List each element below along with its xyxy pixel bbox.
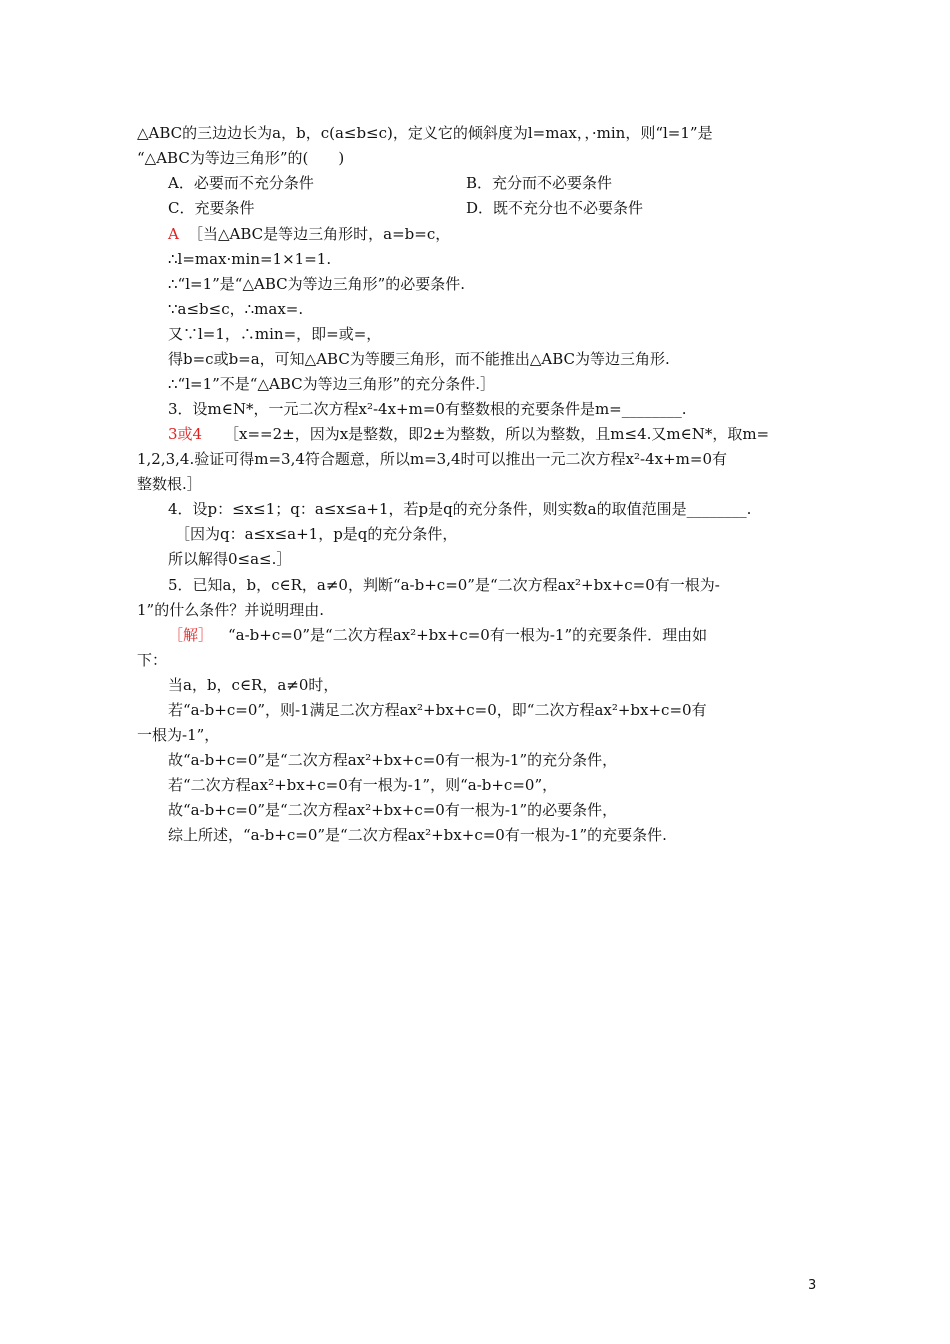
problem4-solution-line: 所以解得0≤a≤.］: [168, 550, 292, 568]
solution-tag: ［解］: [168, 626, 214, 644]
problem5-stem-line2: 1”的什么条件？并说明理由.: [137, 601, 324, 619]
problem5-solution-line: 一根为-1”，: [137, 726, 220, 744]
option-c: C．充要条件: [168, 199, 255, 217]
problem5-solution-line: 综上所述，“a-b+c=0”是“二次方程ax²+bx+c=0有一根为-1”的充要条件.: [168, 826, 667, 844]
problem3-solution-line: ［x==2±，因为x是整数，即2±为整数，所以为整数，且m≤4.又m∈N*，取m=: [224, 425, 770, 443]
problem5-solution-line: 故“a-b+c=0”是“二次方程ax²+bx+c=0有一根为-1”的必要条件，: [168, 801, 618, 819]
problem2-solution-line: ［当△ABC是等边三角形时，a=b=c，: [188, 225, 451, 243]
problem2-stem-line2: “△ABC为等边三角形”的( ): [137, 149, 345, 167]
problem2-solution-line: ∴“l=1”是“△ABC为等边三角形”的必要条件.: [168, 275, 466, 293]
problem5-solution-line: 当a，b，c∈R，a≠0时，: [168, 676, 339, 694]
problem4-solution-line: ［因为q：a≤x≤a+1，p是q的充分条件，: [175, 525, 458, 543]
problem5-solution-line: 若“a-b+c=0”，则-1满足二次方程ax²+bx+c=0，即“二次方程ax²+bx+c=0有: [168, 701, 707, 719]
problem5-solution-line: 故“a-b+c=0”是“二次方程ax²+bx+c=0有一根为-1”的充分条件，: [168, 751, 618, 769]
problem3-answer: 3或4: [168, 425, 203, 443]
problem5-solution-line: “a-b+c=0”是“二次方程ax²+bx+c=0有一根为-1”的充要条件．理由如: [228, 626, 708, 644]
problem2-solution-line: ∴l=max·min=1×1=1.: [168, 250, 332, 268]
problem4-stem: 4．设p：≤x≤1；q：a≤x≤a+1，若p是q的充分条件，则实数a的取值范围是________.: [168, 500, 752, 518]
problem5-solution-line: 下：: [137, 651, 168, 669]
problem2-answer: A: [168, 225, 179, 243]
problem5-solution-line: 若“二次方程ax²+bx+c=0有一根为-1”，则“a-b+c=0”，: [168, 776, 558, 794]
problem2-stem-line1: △ABC的三边边长为a，b，c(a≤b≤c)，定义它的倾斜度为l=max，，·min，则“l=1”是: [137, 124, 713, 142]
problem2-solution-line: 得b=c或b=a，可知△ABC为等腰三角形，而不能推出△ABC为等边三角形.: [168, 350, 670, 368]
problem3-solution-line: 整数根.］: [137, 475, 202, 493]
page-number: 3: [808, 1278, 817, 1293]
problem2-solution-line: ∴“l=1”不是“△ABC为等边三角形”的充分条件.］: [168, 375, 496, 393]
option-a: A．必要而不充分条件: [168, 174, 314, 192]
problem5-stem-line1: 5．已知a，b，c∈R，a≠0，判断“a-b+c=0”是“二次方程ax²+bx+c=0有一根为-: [168, 576, 720, 594]
option-b: B．充分而不必要条件: [466, 174, 613, 192]
problem3-solution-line: 1,2,3,4.验证可得m=3,4符合题意，所以m=3,4时可以推出一元二次方程x²-4x+m=0有: [137, 450, 727, 468]
problem2-solution-line: ∵a≤b≤c，∴max=.: [168, 300, 304, 318]
problem2-solution-line: 又∵l=1，∴min=，即=或=，: [168, 325, 382, 343]
problem3-stem: 3．设m∈N*，一元二次方程x²-4x+m=0有整数根的充要条件是m=________.: [168, 400, 687, 418]
option-d: D．既不充分也不必要条件: [466, 199, 644, 217]
